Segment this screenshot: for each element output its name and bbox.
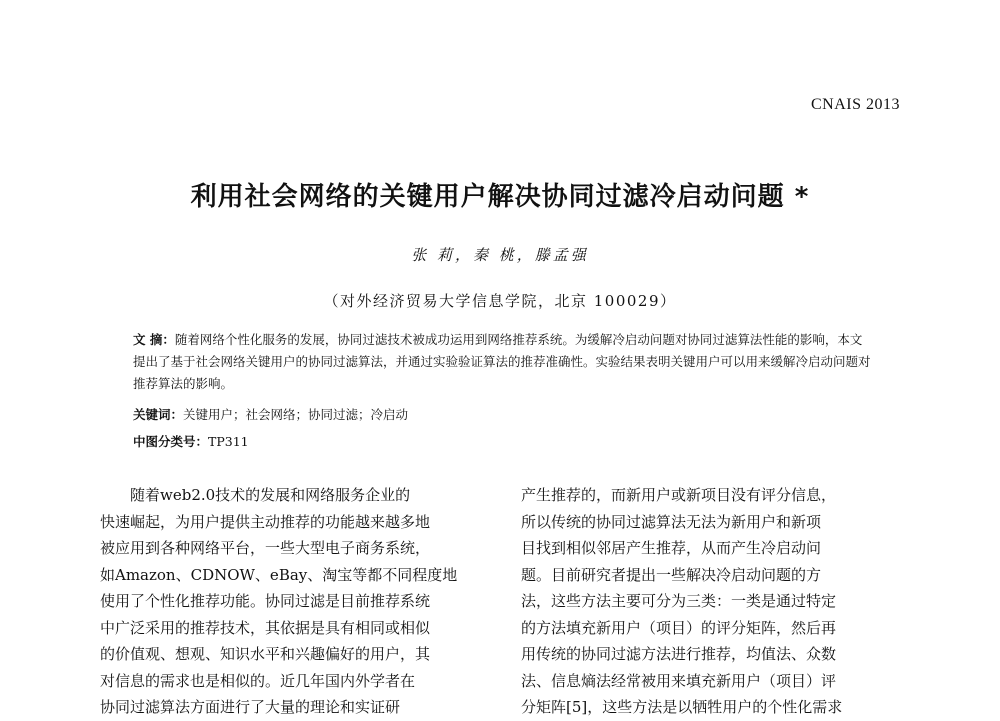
affiliation: （对外经济贸易大学信息学院，北京 100029） (323, 292, 677, 310)
body-line: 随着web2.0技术的发展和网络服务企业的 (130, 486, 411, 504)
body-column-left (100, 482, 480, 721)
abstract-label: 文 摘： (133, 332, 175, 347)
body-line: 的价值观、想观、知识水平和兴趣偏好的用户，其 (100, 645, 431, 663)
body-line: 被应用到各种网络平台，一些大型电子商务系统， (100, 539, 431, 557)
body-line: 使用了个性化推荐功能。协同过滤是目前推荐系统 (100, 592, 431, 610)
body-line: 协同过滤算法方面进行了大量的理论和实证研 (100, 698, 401, 716)
keywords-text: 关键用户；社会网络；协同过滤；冷启动 (183, 407, 409, 422)
body-line: 快速崛起，为用户提供主动推荐的功能越来越多地 (100, 512, 431, 531)
body-line: 法、信息熵法经常被用来填充新用户（项目）评 (521, 671, 837, 690)
body-line: 如Amazon、CDNOW、eBay、淘宝等都不同程度地 (100, 565, 458, 584)
body-line: 法，这些方法主要可分为三类：一类是通过特定 (521, 592, 837, 610)
body-column-right (521, 482, 901, 721)
keywords (133, 405, 408, 423)
body-line: 分矩阵[5]，这些方法是以牺牲用户的个性化需求 (521, 698, 843, 716)
classification-text: TP311 (208, 434, 249, 449)
abstract-text: 随着网络个性化服务的发展，协同过滤技术被成功运用到网络推荐系统。为缓解冷启动问题对协同过滤算法性能的影响，本文提出了基于社会网络关键用户的协同过滤算法，并通过实验验证算法的推荐准确性。实验结果表明关键用户可以用来缓解冷启动问题对推荐算法的影响。 (133, 332, 871, 391)
paper-title: 利用社会网络的关键用户解决协同过滤冷启动问题 * (190, 182, 810, 212)
venue-label: CNAIS 2013 (810, 96, 900, 113)
body-line: 的方法填充新用户（项目）的评分矩阵，然后再 (521, 618, 837, 637)
body-line: 产生推荐的，而新用户或新项目没有评分信息， (521, 486, 837, 504)
classification-label: 中图分类号： (133, 434, 209, 449)
body-line: 所以传统的协同过滤算法无法为新用户和新项 (521, 512, 822, 531)
keywords-label: 关键词： (133, 407, 184, 422)
body-line: 用传统的协同过滤方法进行推荐，均值法、众数 (521, 645, 837, 663)
body-line: 题。目前研究者提出一些解决冷启动问题的方 (521, 565, 822, 584)
body-line: 对信息的需求也是相似的。近几年国内外学者在 (100, 671, 416, 690)
body-line: 中广泛采用的推荐技术，其依据是具有相同或相似 (100, 618, 431, 637)
classification (133, 432, 249, 450)
authors: 张 莉，秦 桃，滕孟强 (411, 246, 589, 264)
body-line: 目找到相似邻居产生推荐，从而产生冷启动问 (521, 539, 822, 557)
abstract (133, 329, 873, 395)
